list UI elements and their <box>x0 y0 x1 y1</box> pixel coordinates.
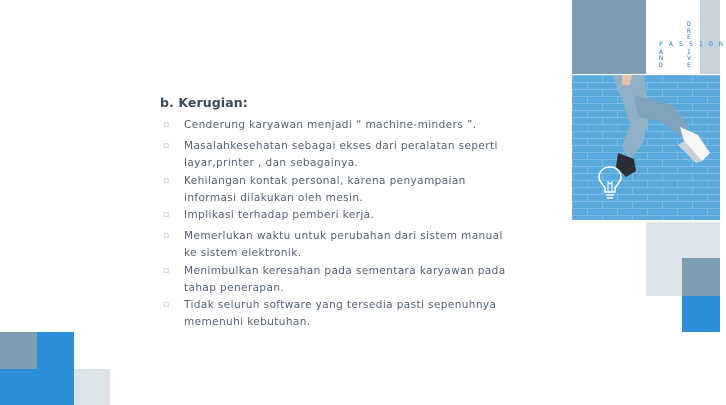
logo-letter: N <box>719 40 723 48</box>
bullet-icon: ▫ <box>163 210 170 220</box>
jumping-person-photo <box>572 75 720 220</box>
list-item-text: Cenderung karyawan menjadi “ machine-minders ”. <box>184 119 477 131</box>
logo-letter: O <box>709 40 713 48</box>
list-item-text: Masalahkesehatan sebagai ekses dari peralatan seperti layar,printer , dan sebagainya. <box>184 140 498 169</box>
lightbulb-icon <box>596 165 624 201</box>
deco-square-steel-right-small <box>682 258 720 296</box>
logo-letter: D <box>687 20 691 28</box>
bullet-icon: ▫ <box>163 176 170 186</box>
logo-letter: P <box>659 40 663 48</box>
bullet-icon: ▫ <box>163 300 170 310</box>
list-item-text: Implikasi terhadap pemberi kerja. <box>184 209 375 221</box>
bullet-icon: ▫ <box>163 141 170 151</box>
deco-square-blue-bottom-left-2 <box>0 369 37 405</box>
passion-drive-logo <box>646 0 723 74</box>
logo-letter: V <box>687 54 691 62</box>
deco-square-blue-bottom-left <box>37 332 74 405</box>
logo-letter: E <box>687 61 691 69</box>
logo-letter: N <box>659 54 663 62</box>
logo-letter: R <box>687 27 691 35</box>
deco-square-steel-top <box>572 0 646 74</box>
logo-letter: A <box>669 40 673 48</box>
deco-square-blue-right <box>682 296 720 332</box>
bullet-icon: ▫ <box>163 231 170 241</box>
logo-letter: I <box>687 48 691 56</box>
deco-square-pale-bottom-left <box>74 369 110 405</box>
list-item-text: Tidak seluruh software yang tersedia pasti sepenuhnya memenuhi kebutuhan. <box>184 299 497 328</box>
logo-letter: S <box>679 40 683 48</box>
list-item-text: Kehilangan kontak personal, karena penyampaian informasi dilakukan oleh mesin. <box>184 175 466 204</box>
section-heading: b. Kerugian: <box>160 95 248 110</box>
logo-letter: I <box>699 40 703 48</box>
logo-letter: D <box>659 61 663 69</box>
logo-letter: A <box>659 48 663 56</box>
bullet-icon: ▫ <box>163 266 170 276</box>
bullet-icon: ▫ <box>163 120 170 130</box>
logo-letter: E <box>687 33 691 41</box>
logo-letter: S <box>689 40 693 48</box>
list-item-text: Memerlukan waktu untuk perubahan dari sistem manual ke sistem elektronik. <box>184 230 503 259</box>
deco-square-steel-bottom-left <box>0 332 37 369</box>
list-item-text: Menimbulkan keresahan pada sementara karyawan pada tahap penerapan. <box>184 265 506 294</box>
